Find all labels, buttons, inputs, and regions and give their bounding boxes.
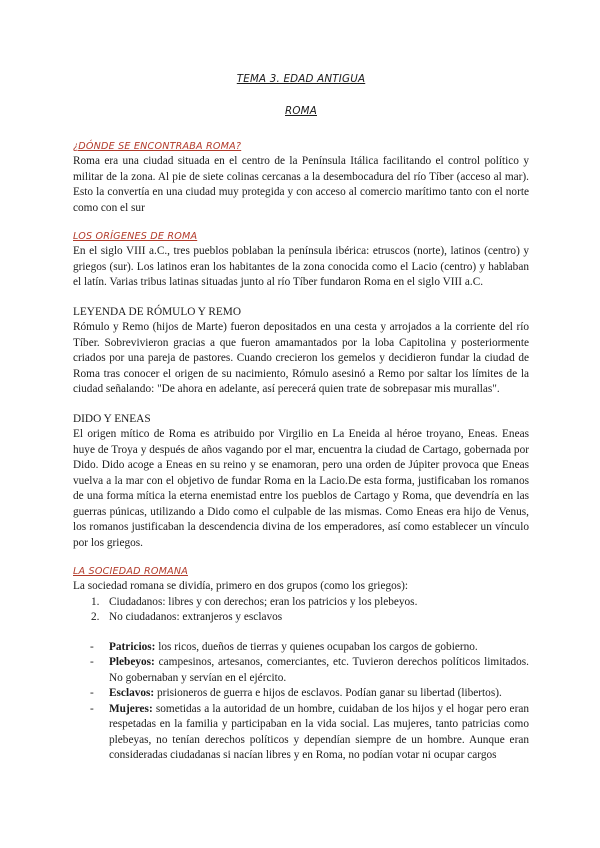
numbered-list — [73, 595, 529, 626]
section-heading-society: LA SOCIEDAD ROMANA — [73, 566, 188, 577]
section-heading-origins: LOS ORÍGENES DE ROMA — [73, 231, 198, 242]
list-item: - Plebeyos: campesinos, artesanos, comerciantes, etc. Tuvieron derechos políticos limitados. No gobernaban y servían en el ejército. — [90, 656, 529, 684]
list-item: - Mujeres: sometidas a la autoridad de un hombre, cuidaban de los hijos y el hogar pero eran respetadas en la familia y participaban en la vida social. Las mujeres, tanto patricias como plebeyas, no tenían derechos políticos y dependían siempre de un hombre. Aunque eran consideradas ciudadanas si nacían libres y en Roma, no podían votar ni ocupar cargos — [90, 702, 529, 761]
list-item: - Patricios: los ricos, dueños de tierras y quienes ocupaban los cargos de gobierno. — [90, 640, 478, 653]
list-item: 2. No ciudadanos: extranjeros y esclavos — [91, 611, 283, 623]
section-heading-dido-eneas: DIDO Y ENEAS — [73, 412, 151, 425]
document-subtitle: ROMA — [285, 104, 317, 117]
list-item: - Esclavos: prisioneros de guerra e hijos de esclavos. Podían ganar su libertad (libertos). — [90, 687, 502, 699]
section-text-origins: En el siglo VIII a.C., tres pueblos poblaban la península ibérica: etruscos (norte), latinos (centro) y griegos (sur). Los latinos eran los habitantes de la zona conocida como el Lacio (centro) y hablaban el latín. Varias tribus latinas situadas junto al río Tíber fundaron Roma en el siglo VIII a.C. — [73, 245, 529, 288]
dash-list — [73, 640, 529, 764]
section-intro-society: La sociedad romana se dividía, primero en dos grupos (como los griegos): — [73, 580, 409, 592]
section-text-dido-eneas: El origen mítico de Roma es atribuido por Virgilio en La Eneida al héroe troyano, Eneas. Eneas huye de Troya y después de años vagando por el mar, encuentra la ciudad de Cartago, gobernada por Dido. Dido acoge a Eneas en su reino y se enamoran, pero una orden de Júpiter provoca que Eneas vuelva a la mar con el objetivo de fundar Roma en la Lacio.De esta forma, justificaban los romanos de una forma mítica la eterna enemistad entre los pueblos de Cartago y Roma, que devendría en las guerras púnicas, utilizando a Dido como el culpable de las mismas. Como Eneas era hijo de Venus, los romanos justificaban la descendencia divina de los emperadores, así como establecer un vínculo por los griegos. — [73, 428, 529, 549]
document-title: TEMA 3. EDAD ANTIGUA — [236, 73, 366, 85]
section-heading-location: ¿DÓNDE SE ENCONTRABA ROMA? — [73, 141, 242, 152]
document-body — [73, 72, 529, 764]
list-item: 1. Ciudadanos: libres y con derechos; eran los patricios y los plebeyos. — [91, 595, 418, 608]
section-heading-romulus-remus: LEYENDA DE RÓMULO Y REMO — [73, 305, 241, 318]
section-text-location: Roma era una ciudad situada en el centro de la Península Itálica facilitando el control político y militar de la zona. Al pie de siete colinas cercanas a la desembocadura del río Tíber (acceso al mar). Esto la convertía en una ciudad muy protegida y con acceso al comercio marítimo tanto con el norte como con el sur — [73, 155, 529, 214]
section-text-romulus-remus: Rómulo y Remo (hijos de Marte) fueron depositados en una cesta y arrojados a la corriente del río Tíber. Sobrevivieron gracias a que fueron amamantados por la loba Capitolina y posteriormente criados por una pareja de pastores. Cuando crecieron los gemelos y decidieron fundar la ciudad de Roma tras conocer el origen de su nacimiento, Rómulo asesinó a Remo por saltar los límites de la ciudad señalando: "De ahora en adelante, así perecerá quien trate de sobrepasar mis murallas". — [73, 321, 529, 395]
